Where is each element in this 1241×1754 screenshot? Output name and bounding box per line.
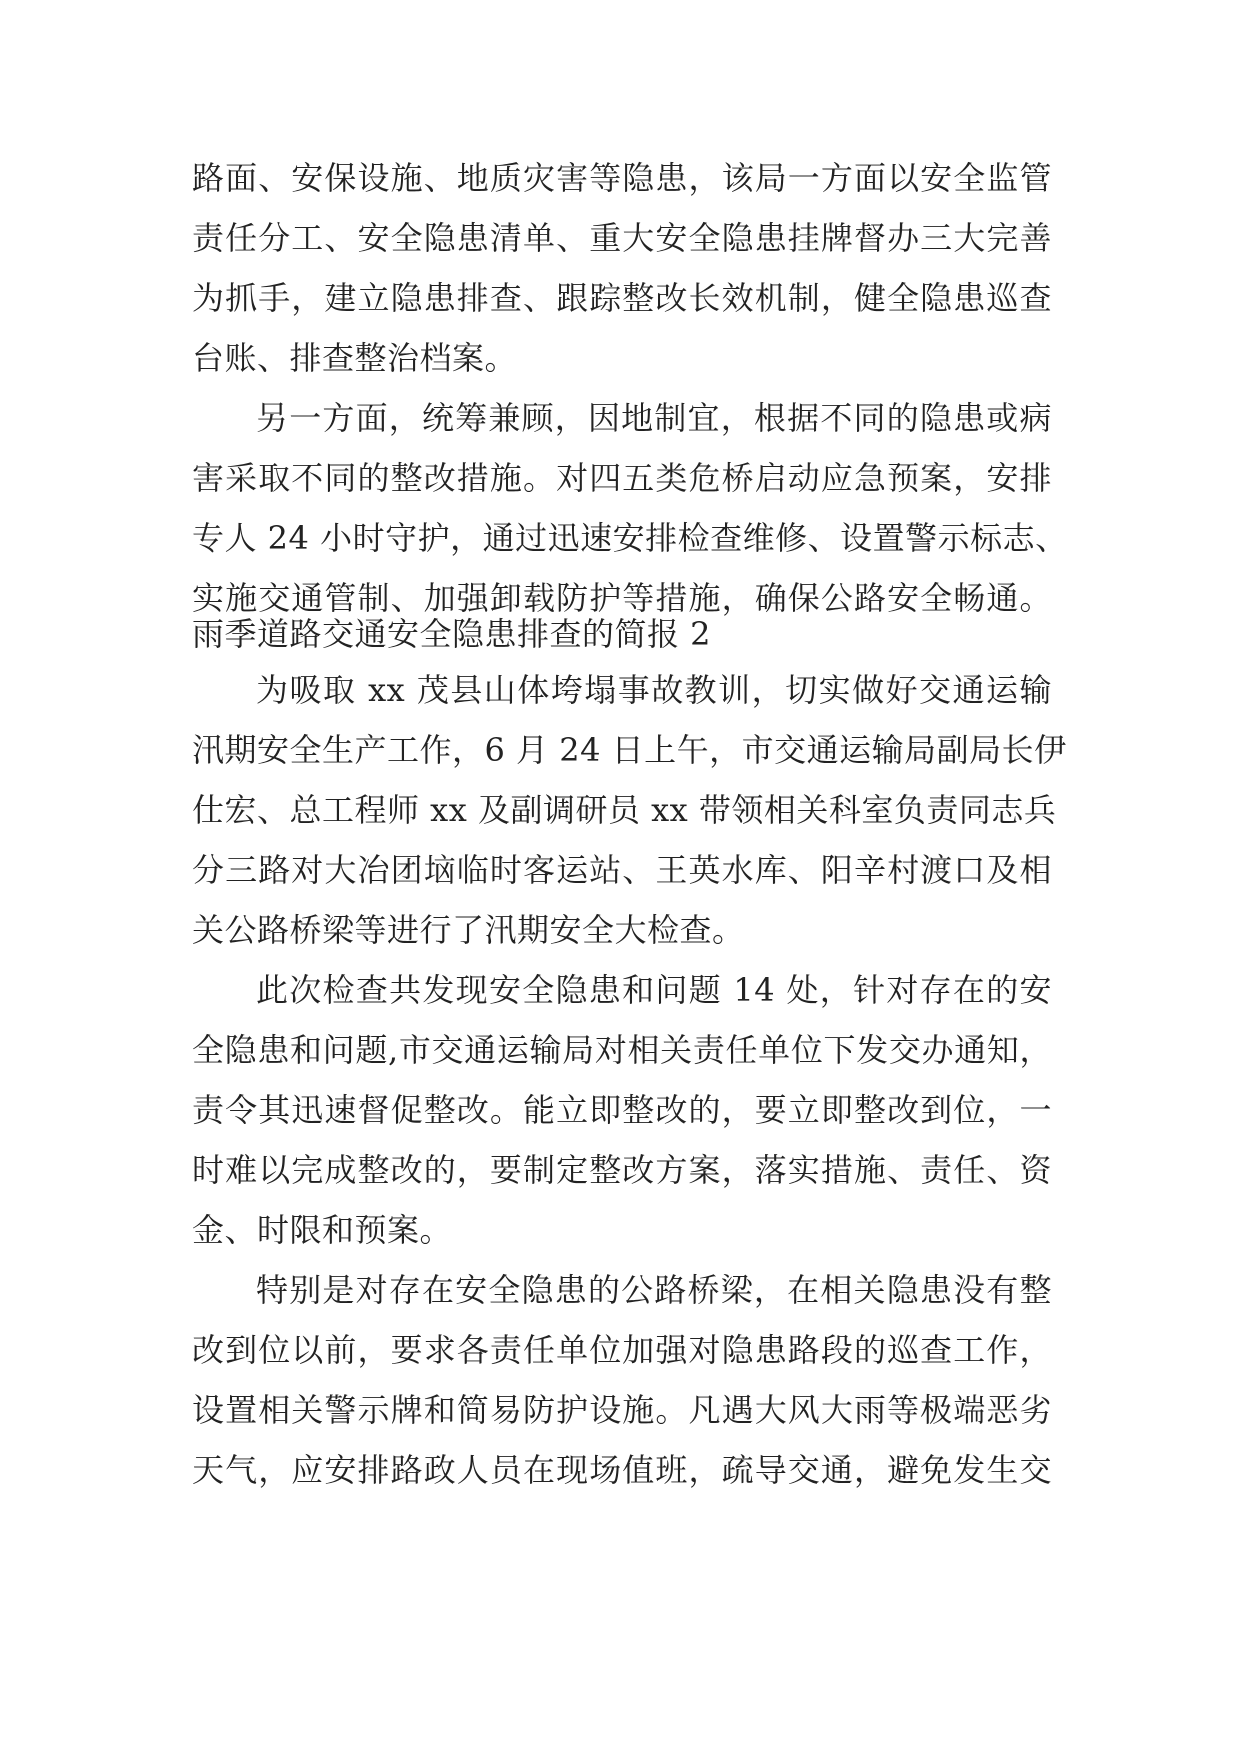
- text-line: 设置相关警示牌和简易防护设施。凡遇大风大雨等极端恶劣: [192, 1391, 1052, 1429]
- text-line: 害采取不同的整改措施。对四五类危桥启动应急预案，安排: [192, 459, 1052, 497]
- text-line: 分三路对大冶团垴临时客运站、王英水库、阳辛村渡口及相: [192, 851, 1052, 889]
- text-line: 关公路桥梁等进行了汛期安全大检查。: [192, 911, 745, 949]
- section-heading-block: [192, 604, 1052, 664]
- section-title: 雨季道路交通安全隐患排查的简报 2: [192, 615, 712, 653]
- text-line: 特别是对存在安全隐患的公路桥梁，在相关隐患没有整: [256, 1271, 1052, 1309]
- text-line: 实施交通管制、加强卸载防护等措施，确保公路安全畅通。: [192, 579, 1052, 617]
- text-line: 责任分工、安全隐患清单、重大安全隐患挂牌督办三大完善: [192, 219, 1052, 257]
- text-line: 此次检查共发现安全隐患和问题 14 处，针对存在的安: [256, 971, 1052, 1009]
- text-line: 全隐患和问题,市交通运输局对相关责任单位下发交办通知，: [192, 1031, 1052, 1069]
- text-line: 为抓手，建立隐患排查、跟踪整改长效机制，健全隐患巡查: [192, 279, 1052, 317]
- text-line: 时难以完成整改的，要制定整改方案，落实措施、责任、资: [192, 1151, 1052, 1189]
- text-line: 另一方面，统筹兼顾，因地制宜，根据不同的隐患或病: [256, 399, 1052, 437]
- text-line: 为吸取 xx 茂县山体垮塌事故教训，切实做好交通运输: [256, 671, 1052, 709]
- text-line: 仕宏、总工程师 xx 及副调研员 xx 带领相关科室负责同志兵: [192, 791, 1057, 829]
- text-line: 汛期安全生产工作，6 月 24 日上午，市交通运输局副局长伊: [192, 731, 1067, 769]
- text-line: 路面、安保设施、地质灾害等隐患，该局一方面以安全监管: [192, 159, 1052, 197]
- text-line: 天气，应安排路政人员在现场值班，疏导交通，避免发生交: [192, 1451, 1052, 1489]
- text-line: 责令其迅速督促整改。能立即整改的，要立即整改到位，一: [192, 1091, 1052, 1129]
- text-line: 台账、排查整治档案。: [192, 339, 518, 377]
- text-line: 改到位以前，要求各责任单位加强对隐患路段的巡查工作，: [192, 1331, 1052, 1369]
- paragraph-group-1: [192, 148, 1068, 628]
- text-line: 专人 24 小时守护，通过迅速安排检查维修、设置警示标志、: [192, 519, 1068, 557]
- text-line: 金、时限和预案。: [192, 1211, 453, 1249]
- paragraph-group-2: [192, 660, 1067, 1500]
